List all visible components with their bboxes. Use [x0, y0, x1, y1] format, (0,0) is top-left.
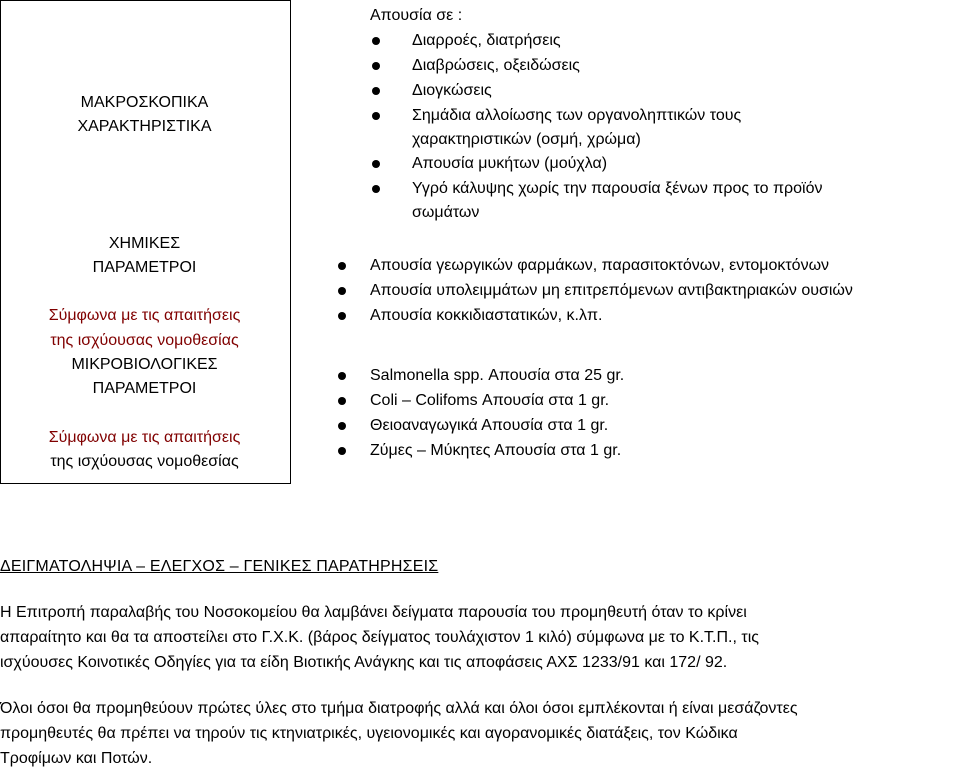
bullet-icon — [338, 397, 346, 405]
paragraph-1-line2: απαραίτητο και θα τα αποστείλει στο Γ.Χ.Κ. (βάρος δείγματος τουλάχιστον 1 κιλό) σύμφωνα με το Κ.Τ.Π., τις — [0, 629, 759, 646]
micro-legal-note-line2: της ισχύουσας νομοθεσίας — [50, 453, 239, 470]
macro-heading: ΜΑΚΡΟΣΚΟΠΙΚΑ ΧΑΡΑΚΤΗΡΙΣΤΙΚΑ — [77, 94, 212, 135]
paragraph-2-line3: Τροφίμων και Ποτών. — [0, 750, 153, 767]
table-border-top — [0, 0, 291, 1]
macro-item-continued: χαρακτηριστικών (οσμή, χρώμα) — [412, 131, 641, 148]
paragraph-2-line1: Όλοι όσοι θα προμηθεύουν πρώτες ύλες στο τμήμα διατροφής αλλά και όλοι όσοι εμπλέκονται ή είναι μεσάζοντες — [0, 700, 798, 717]
macro-item: Διαρροές, διατρήσεις — [412, 32, 561, 49]
micro-item: Ζύμες – Μύκητες Απουσία στα 1 gr. — [370, 442, 622, 459]
bullet-icon — [372, 87, 380, 95]
bullet-icon — [372, 185, 380, 193]
table-column-divider — [290, 0, 291, 484]
chem-legal-note-line2: της ισχύουσας νομοθεσίας — [50, 332, 239, 349]
bullet-icon — [372, 160, 380, 168]
bullet-icon — [338, 447, 346, 455]
table-border-bottom — [0, 483, 291, 484]
bullet-icon — [338, 287, 346, 295]
bullet-icon — [338, 262, 346, 270]
bullet-icon — [338, 312, 346, 320]
bullet-icon — [338, 422, 346, 430]
macro-item: Διαβρώσεις, οξειδώσεις — [412, 57, 580, 74]
paragraph-1-line1: Η Επιτροπή παραλαβής του Νοσοκομείου θα λαμβάνει δείγματα παρουσία του προμηθευτή όταν το κρίνει — [0, 604, 747, 621]
chem-item: Απουσία κοκκιδιαστατικών, κ.λπ. — [370, 307, 603, 324]
chem-item: Απουσία γεωργικών φαρμάκων, παρασιτοκτόνων, εντομοκτόνων — [370, 257, 830, 274]
paragraph-2-line2: προμηθευτές θα πρέπει να τηρούν τις κτηνιατρικές, υγειονομικές και αγορανομικές διατάξεις, τον Κώδικα — [0, 725, 738, 742]
macro-intro: Απουσία σε : — [370, 7, 463, 24]
macro-item-continued: σωμάτων — [412, 204, 480, 221]
micro-legal-note-line1: Σύμφωνα με τις απαιτήσεις — [48, 429, 241, 446]
bullet-icon — [372, 37, 380, 45]
bullet-icon — [372, 62, 380, 70]
micro-heading-line1: ΜΙΚΡΟΒΙΟΛΟΓΙΚΕΣ — [71, 356, 218, 373]
micro-heading-line2: ΠΑΡΑΜΕΤΡΟΙ — [92, 380, 197, 397]
micro-item: Coli – Colifoms Απουσία στα 1 gr. — [370, 392, 610, 409]
macro-item: Σημάδια αλλοίωσης των οργανοληπτικών τους — [412, 107, 742, 124]
chem-legal-note-line1: Σύμφωνα με τις απαιτήσεις — [48, 307, 241, 324]
paragraph-1-line3: ισχύουσες Κοινοτικές Οδηγίες για τα είδη Βιοτικής Ανάγκης και τις αποφάσεις ΑΧΣ 1233/91 και 172/ 92. — [0, 654, 728, 671]
chem-heading-line1: ΧΗΜΙΚΕΣ — [108, 235, 181, 252]
micro-item: Θειοαναγωγικά Απουσία στα 1 gr. — [370, 417, 609, 434]
bullet-icon — [338, 372, 346, 380]
chem-heading-line2: ΠΑΡΑΜΕΤΡΟΙ — [92, 259, 197, 276]
bullet-icon — [372, 112, 380, 120]
chem-item: Απουσία υπολειμμάτων μη επιτρεπόμενων αντιβακτηριακών ουσιών — [370, 282, 853, 299]
table-border-left — [0, 0, 1, 484]
micro-item: Salmonella spp. Απουσία στα 25 gr. — [370, 367, 625, 384]
macro-item: Υγρό κάλυψης χωρίς την παρουσία ξένων προς το προϊόν — [412, 180, 823, 197]
macro-item: Απουσία μυκήτων (μούχλα) — [412, 155, 608, 172]
section-heading: ΔΕΙΓΜΑΤΟΛΗΨΙΑ – ΕΛΕΓΧΟΣ – ΓΕΝΙΚΕΣ ΠΑΡΑΤΗΡΗΣΕΙΣ — [0, 558, 439, 575]
macro-item: Διογκώσεις — [412, 82, 492, 99]
